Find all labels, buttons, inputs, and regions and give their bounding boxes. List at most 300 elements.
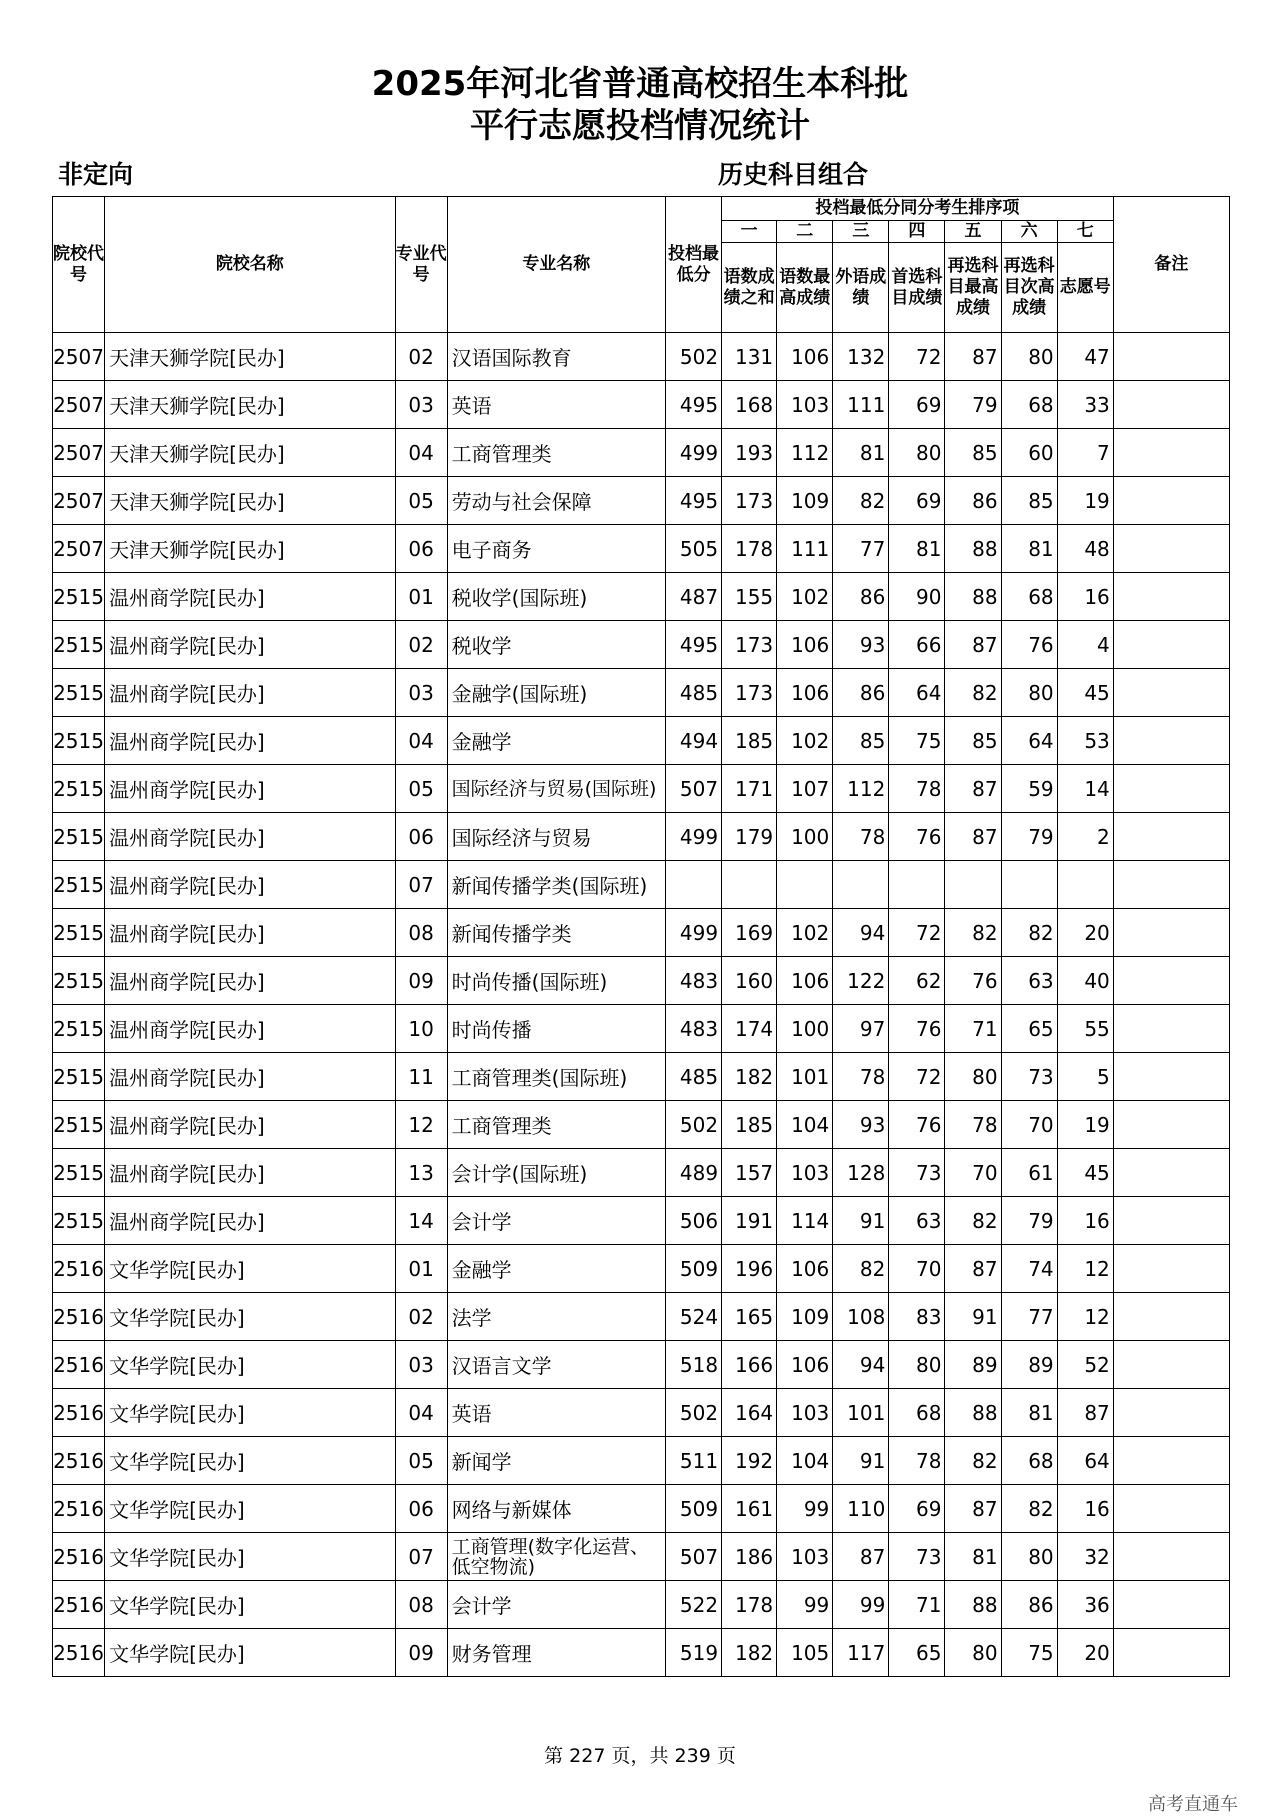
cell-tiebreak-4: 69 xyxy=(889,381,945,429)
cell-major-name: 税收学 xyxy=(447,621,665,669)
cell-major-name: 汉语国际教育 xyxy=(447,333,665,381)
cell-school-name: 文华学院[民办] xyxy=(105,1533,395,1581)
cell-tiebreak-6: 82 xyxy=(1001,909,1057,957)
table-body xyxy=(53,333,1230,1677)
cell-remark xyxy=(1113,1533,1229,1581)
cell-tiebreak-4: 70 xyxy=(889,1245,945,1293)
cell-tiebreak-5: 82 xyxy=(945,1437,1001,1485)
cell-school-name: 文华学院[民办] xyxy=(105,1437,395,1485)
cell-school-code: 2507 xyxy=(53,429,105,477)
cell-major-name: 英语 xyxy=(447,1389,665,1437)
cell-major-code: 02 xyxy=(395,333,447,381)
cell-major-code: 03 xyxy=(395,381,447,429)
table-row xyxy=(53,1437,1230,1485)
cell-tiebreak-5: 80 xyxy=(945,1629,1001,1677)
cell-school-code: 2515 xyxy=(53,669,105,717)
cell-tiebreak-5: 82 xyxy=(945,669,1001,717)
cell-tiebreak-3: 91 xyxy=(833,1437,889,1485)
cell-min-score: 505 xyxy=(666,525,722,573)
cell-school-name: 天津天狮学院[民办] xyxy=(105,333,395,381)
cell-school-code: 2507 xyxy=(53,477,105,525)
cell-tiebreak-3: 81 xyxy=(833,429,889,477)
cell-tiebreak-5: 88 xyxy=(945,1389,1001,1437)
cell-tiebreak-7: 4 xyxy=(1057,621,1113,669)
cell-tiebreak-6: 79 xyxy=(1001,813,1057,861)
cell-school-name: 文华学院[民办] xyxy=(105,1341,395,1389)
cell-tiebreak-7: 5 xyxy=(1057,1053,1113,1101)
cell-tiebreak-1: 185 xyxy=(722,717,777,765)
cell-min-score: 483 xyxy=(666,1005,722,1053)
cell-tiebreak-1: 161 xyxy=(722,1485,777,1533)
table-row xyxy=(53,669,1230,717)
cell-major-name: 会计学(国际班) xyxy=(447,1149,665,1197)
cell-tiebreak-4: 78 xyxy=(889,765,945,813)
cell-school-code: 2515 xyxy=(53,573,105,621)
cell-tiebreak-2: 109 xyxy=(777,477,833,525)
cell-school-code: 2516 xyxy=(53,1629,105,1677)
cell-remark xyxy=(1113,1197,1229,1245)
table-row xyxy=(53,381,1230,429)
header-order-3: 三 xyxy=(833,221,889,243)
cell-tiebreak-6: 76 xyxy=(1001,621,1057,669)
cell-remark xyxy=(1113,1629,1229,1677)
cell-major-code: 03 xyxy=(395,669,447,717)
cell-tiebreak-2: 99 xyxy=(777,1485,833,1533)
header-tiebreak-3: 外语成绩 xyxy=(833,243,889,333)
cell-tiebreak-3: 82 xyxy=(833,1245,889,1293)
cell-tiebreak-5: 85 xyxy=(945,717,1001,765)
cell-major-code: 05 xyxy=(395,1437,447,1485)
cell-school-code: 2516 xyxy=(53,1293,105,1341)
cell-school-name: 天津天狮学院[民办] xyxy=(105,381,395,429)
cell-tiebreak-4: 72 xyxy=(889,1053,945,1101)
cell-school-code: 2516 xyxy=(53,1437,105,1485)
cell-tiebreak-1: 178 xyxy=(722,525,777,573)
cell-tiebreak-3: 132 xyxy=(833,333,889,381)
cell-school-code: 2515 xyxy=(53,717,105,765)
subject-combination-label: 历史科目组合 xyxy=(718,160,869,189)
cell-major-name: 会计学 xyxy=(447,1581,665,1629)
cell-tiebreak-3: 101 xyxy=(833,1389,889,1437)
cell-school-code: 2515 xyxy=(53,813,105,861)
cell-tiebreak-4: 80 xyxy=(889,1341,945,1389)
table-row xyxy=(53,429,1230,477)
cell-tiebreak-6: 81 xyxy=(1001,1389,1057,1437)
cell-tiebreak-5: 87 xyxy=(945,333,1001,381)
cell-tiebreak-2: 102 xyxy=(777,909,833,957)
cell-school-name: 天津天狮学院[民办] xyxy=(105,477,395,525)
cell-tiebreak-4: 73 xyxy=(889,1533,945,1581)
cell-tiebreak-4: 73 xyxy=(889,1149,945,1197)
cell-tiebreak-1: 166 xyxy=(722,1341,777,1389)
cell-tiebreak-6: 86 xyxy=(1001,1581,1057,1629)
header-tiebreak-6: 再选科目次高成绩 xyxy=(1001,243,1057,333)
cell-major-code: 10 xyxy=(395,1005,447,1053)
cell-remark xyxy=(1113,813,1229,861)
cell-min-score: 509 xyxy=(666,1245,722,1293)
cell-tiebreak-7: 64 xyxy=(1057,1437,1113,1485)
cell-tiebreak-1: 192 xyxy=(722,1437,777,1485)
document-title-line2: 平行志愿投档情况统计 xyxy=(470,106,810,146)
cell-tiebreak-7: 12 xyxy=(1057,1293,1113,1341)
document-title-line1: 2025年河北省普通高校招生本科批 xyxy=(371,64,909,104)
cell-tiebreak-5: 78 xyxy=(945,1101,1001,1149)
cell-tiebreak-1: 173 xyxy=(722,621,777,669)
cell-tiebreak-3: 93 xyxy=(833,1101,889,1149)
cell-tiebreak-5: 88 xyxy=(945,525,1001,573)
cell-major-name: 电子商务 xyxy=(447,525,665,573)
cell-min-score: 522 xyxy=(666,1581,722,1629)
cell-tiebreak-3: 93 xyxy=(833,621,889,669)
cell-min-score: 499 xyxy=(666,909,722,957)
cell-tiebreak-7: 55 xyxy=(1057,1005,1113,1053)
cell-min-score: 511 xyxy=(666,1437,722,1485)
cell-tiebreak-2: 103 xyxy=(777,1389,833,1437)
cell-tiebreak-6: 82 xyxy=(1001,1485,1057,1533)
table-row xyxy=(53,1581,1230,1629)
cell-school-code: 2515 xyxy=(53,1149,105,1197)
cell-tiebreak-5: 82 xyxy=(945,909,1001,957)
cell-school-code: 2507 xyxy=(53,333,105,381)
cell-major-code: 11 xyxy=(395,1053,447,1101)
cell-major-code: 04 xyxy=(395,717,447,765)
cell-tiebreak-6: 68 xyxy=(1001,1437,1057,1485)
cell-school-name: 温州商学院[民办] xyxy=(105,861,395,909)
cell-remark xyxy=(1113,1485,1229,1533)
cell-tiebreak-5: 91 xyxy=(945,1293,1001,1341)
cell-tiebreak-4: 78 xyxy=(889,1437,945,1485)
cell-tiebreak-4: 68 xyxy=(889,1389,945,1437)
cell-major-name: 工商管理类 xyxy=(447,1101,665,1149)
cell-tiebreak-2: 112 xyxy=(777,429,833,477)
cell-min-score: 494 xyxy=(666,717,722,765)
cell-tiebreak-1: 186 xyxy=(722,1533,777,1581)
cell-major-code: 05 xyxy=(395,477,447,525)
cell-school-code: 2516 xyxy=(53,1245,105,1293)
cell-tiebreak-6: 80 xyxy=(1001,1533,1057,1581)
cell-min-score: 506 xyxy=(666,1197,722,1245)
cell-tiebreak-3: 108 xyxy=(833,1293,889,1341)
cell-tiebreak-2: 109 xyxy=(777,1293,833,1341)
cell-remark xyxy=(1113,717,1229,765)
cell-tiebreak-5: 87 xyxy=(945,1245,1001,1293)
cell-min-score: 499 xyxy=(666,429,722,477)
table-row xyxy=(53,573,1230,621)
cell-min-score: 483 xyxy=(666,957,722,1005)
table-row xyxy=(53,333,1230,381)
plan-type-label: 非定向 xyxy=(58,160,134,189)
cell-tiebreak-3: 112 xyxy=(833,765,889,813)
cell-school-code: 2516 xyxy=(53,1389,105,1437)
cell-major-name: 英语 xyxy=(447,381,665,429)
cell-tiebreak-2: 103 xyxy=(777,1533,833,1581)
cell-tiebreak-3: 77 xyxy=(833,525,889,573)
cell-tiebreak-6: 60 xyxy=(1001,429,1057,477)
table-row xyxy=(53,1101,1230,1149)
cell-remark xyxy=(1113,429,1229,477)
header-tiebreak-2: 语数最高成绩 xyxy=(777,243,833,333)
cell-school-name: 文华学院[民办] xyxy=(105,1293,395,1341)
cell-remark xyxy=(1113,765,1229,813)
cell-major-name: 工商管理(数字化运营、低空物流) xyxy=(447,1533,665,1581)
cell-major-name: 金融学 xyxy=(447,717,665,765)
cell-tiebreak-7: 20 xyxy=(1057,909,1113,957)
cell-remark xyxy=(1113,525,1229,573)
cell-tiebreak-5: 87 xyxy=(945,621,1001,669)
cell-min-score: 499 xyxy=(666,813,722,861)
cell-major-code: 03 xyxy=(395,1341,447,1389)
table-row xyxy=(53,765,1230,813)
header-order-6: 六 xyxy=(1001,221,1057,243)
cell-tiebreak-6: 70 xyxy=(1001,1101,1057,1149)
cell-tiebreak-4: 83 xyxy=(889,1293,945,1341)
table-row xyxy=(53,1005,1230,1053)
cell-min-score: 507 xyxy=(666,1533,722,1581)
cell-tiebreak-1: 173 xyxy=(722,477,777,525)
cell-tiebreak-4: 65 xyxy=(889,1629,945,1677)
cell-tiebreak-4: 81 xyxy=(889,525,945,573)
table-row xyxy=(53,1341,1230,1389)
cell-tiebreak-3: 99 xyxy=(833,1581,889,1629)
cell-tiebreak-1: 191 xyxy=(722,1197,777,1245)
cell-tiebreak-5: 79 xyxy=(945,381,1001,429)
cell-tiebreak-6: 81 xyxy=(1001,525,1057,573)
table-row xyxy=(53,1629,1230,1677)
table-row xyxy=(53,1293,1230,1341)
cell-remark xyxy=(1113,1101,1229,1149)
cell-school-name: 温州商学院[民办] xyxy=(105,573,395,621)
cell-remark xyxy=(1113,1005,1229,1053)
cell-tiebreak-5: 81 xyxy=(945,1533,1001,1581)
cell-tiebreak-1: 178 xyxy=(722,1581,777,1629)
header-tiebreak-group: 投档最低分同分考生排序项 xyxy=(722,197,1114,221)
cell-min-score: 519 xyxy=(666,1629,722,1677)
cell-major-name: 工商管理类 xyxy=(447,429,665,477)
cell-major-code: 01 xyxy=(395,1245,447,1293)
cell-major-name: 新闻传播学类(国际班) xyxy=(447,861,665,909)
header-order-1: 一 xyxy=(722,221,777,243)
cell-tiebreak-1: 182 xyxy=(722,1053,777,1101)
cell-remark xyxy=(1113,381,1229,429)
cell-remark xyxy=(1113,333,1229,381)
cell-major-name: 工商管理类(国际班) xyxy=(447,1053,665,1101)
cell-tiebreak-2: 106 xyxy=(777,621,833,669)
table-row xyxy=(53,909,1230,957)
cell-tiebreak-5: 70 xyxy=(945,1149,1001,1197)
cell-tiebreak-2: 106 xyxy=(777,1245,833,1293)
cell-min-score: 485 xyxy=(666,669,722,717)
cell-tiebreak-3: 94 xyxy=(833,1341,889,1389)
cell-tiebreak-7: 36 xyxy=(1057,1581,1113,1629)
cell-tiebreak-6 xyxy=(1001,861,1057,909)
table-row xyxy=(53,957,1230,1005)
cell-min-score: 507 xyxy=(666,765,722,813)
cell-tiebreak-6: 80 xyxy=(1001,333,1057,381)
cell-min-score: 524 xyxy=(666,1293,722,1341)
cell-tiebreak-1: 164 xyxy=(722,1389,777,1437)
header-tiebreak-1: 语数成绩之和 xyxy=(722,243,777,333)
cell-tiebreak-5: 87 xyxy=(945,765,1001,813)
cell-tiebreak-5: 87 xyxy=(945,813,1001,861)
cell-tiebreak-4 xyxy=(889,861,945,909)
table-row xyxy=(53,1533,1230,1581)
cell-tiebreak-6: 75 xyxy=(1001,1629,1057,1677)
cell-tiebreak-5: 82 xyxy=(945,1197,1001,1245)
cell-min-score: 489 xyxy=(666,1149,722,1197)
cell-tiebreak-1: 171 xyxy=(722,765,777,813)
cell-tiebreak-1: 160 xyxy=(722,957,777,1005)
cell-tiebreak-7: 7 xyxy=(1057,429,1113,477)
cell-tiebreak-1: 179 xyxy=(722,813,777,861)
cell-tiebreak-1: 174 xyxy=(722,1005,777,1053)
cell-school-code: 2515 xyxy=(53,1005,105,1053)
cell-major-code: 02 xyxy=(395,621,447,669)
cell-tiebreak-4: 62 xyxy=(889,957,945,1005)
cell-min-score: 495 xyxy=(666,621,722,669)
cell-major-code: 07 xyxy=(395,1533,447,1581)
cell-major-code: 08 xyxy=(395,1581,447,1629)
cell-major-name: 会计学 xyxy=(447,1197,665,1245)
cell-tiebreak-2: 104 xyxy=(777,1101,833,1149)
cell-tiebreak-7: 53 xyxy=(1057,717,1113,765)
table-row xyxy=(53,477,1230,525)
cell-school-name: 温州商学院[民办] xyxy=(105,1101,395,1149)
cell-tiebreak-2: 107 xyxy=(777,765,833,813)
cell-school-name: 温州商学院[民办] xyxy=(105,813,395,861)
cell-school-code: 2515 xyxy=(53,909,105,957)
cell-tiebreak-7: 16 xyxy=(1057,1485,1113,1533)
cell-tiebreak-1 xyxy=(722,861,777,909)
cell-school-name: 温州商学院[民办] xyxy=(105,909,395,957)
cell-school-name: 温州商学院[民办] xyxy=(105,765,395,813)
cell-tiebreak-2: 104 xyxy=(777,1437,833,1485)
cell-tiebreak-7 xyxy=(1057,861,1113,909)
cell-tiebreak-5: 87 xyxy=(945,1485,1001,1533)
cell-major-name: 新闻学 xyxy=(447,1437,665,1485)
cell-tiebreak-7: 33 xyxy=(1057,381,1113,429)
cell-remark xyxy=(1113,909,1229,957)
cell-tiebreak-6: 61 xyxy=(1001,1149,1057,1197)
header-major-name: 专业名称 xyxy=(447,197,665,333)
cell-tiebreak-2: 100 xyxy=(777,813,833,861)
cell-school-name: 温州商学院[民办] xyxy=(105,1149,395,1197)
table-row xyxy=(53,525,1230,573)
cell-tiebreak-2: 102 xyxy=(777,717,833,765)
cell-tiebreak-1: 157 xyxy=(722,1149,777,1197)
cell-major-code: 07 xyxy=(395,861,447,909)
cell-school-name: 天津天狮学院[民办] xyxy=(105,525,395,573)
cell-tiebreak-4: 69 xyxy=(889,477,945,525)
header-tiebreak-7: 志愿号 xyxy=(1057,243,1113,333)
cell-tiebreak-3: 78 xyxy=(833,1053,889,1101)
cell-school-name: 温州商学院[民办] xyxy=(105,669,395,717)
cell-major-name: 金融学 xyxy=(447,1245,665,1293)
cell-tiebreak-6: 74 xyxy=(1001,1245,1057,1293)
cell-tiebreak-2: 106 xyxy=(777,1341,833,1389)
cell-tiebreak-7: 14 xyxy=(1057,765,1113,813)
cell-tiebreak-7: 16 xyxy=(1057,1197,1113,1245)
cell-major-name: 税收学(国际班) xyxy=(447,573,665,621)
cell-tiebreak-3: 78 xyxy=(833,813,889,861)
cell-min-score: 502 xyxy=(666,333,722,381)
table-row xyxy=(53,1485,1230,1533)
table-row xyxy=(53,813,1230,861)
cell-tiebreak-2: 114 xyxy=(777,1197,833,1245)
cell-remark xyxy=(1113,957,1229,1005)
cell-tiebreak-6: 68 xyxy=(1001,381,1057,429)
header-order-5: 五 xyxy=(945,221,1001,243)
header-min-score: 投档最低分 xyxy=(666,197,722,333)
cell-tiebreak-3: 97 xyxy=(833,1005,889,1053)
table-row xyxy=(53,1389,1230,1437)
cell-tiebreak-7: 32 xyxy=(1057,1533,1113,1581)
cell-tiebreak-6: 77 xyxy=(1001,1293,1057,1341)
cell-tiebreak-4: 76 xyxy=(889,813,945,861)
cell-tiebreak-2: 102 xyxy=(777,573,833,621)
table-row xyxy=(53,1197,1230,1245)
cell-min-score: 495 xyxy=(666,477,722,525)
cell-tiebreak-5: 88 xyxy=(945,1581,1001,1629)
cell-school-name: 文华学院[民办] xyxy=(105,1389,395,1437)
cell-tiebreak-4: 69 xyxy=(889,1485,945,1533)
cell-school-code: 2515 xyxy=(53,1101,105,1149)
cell-tiebreak-3: 110 xyxy=(833,1485,889,1533)
cell-tiebreak-4: 72 xyxy=(889,333,945,381)
cell-school-name: 温州商学院[民办] xyxy=(105,621,395,669)
cell-tiebreak-4: 64 xyxy=(889,669,945,717)
cell-major-code: 01 xyxy=(395,573,447,621)
cell-tiebreak-2 xyxy=(777,861,833,909)
cell-remark xyxy=(1113,1293,1229,1341)
cell-school-code: 2516 xyxy=(53,1485,105,1533)
cell-remark xyxy=(1113,573,1229,621)
watermark: 高考直通车 xyxy=(1148,1794,1238,1815)
cell-tiebreak-6: 59 xyxy=(1001,765,1057,813)
cell-min-score: 502 xyxy=(666,1389,722,1437)
cell-tiebreak-7: 87 xyxy=(1057,1389,1113,1437)
cell-tiebreak-1: 168 xyxy=(722,381,777,429)
cell-major-name: 法学 xyxy=(447,1293,665,1341)
cell-tiebreak-5: 88 xyxy=(945,573,1001,621)
cell-tiebreak-6: 79 xyxy=(1001,1197,1057,1245)
header-order-4: 四 xyxy=(889,221,945,243)
cell-tiebreak-7: 47 xyxy=(1057,333,1113,381)
cell-tiebreak-3: 128 xyxy=(833,1149,889,1197)
cell-tiebreak-2: 103 xyxy=(777,1149,833,1197)
table-row xyxy=(53,861,1230,909)
cell-tiebreak-1: 185 xyxy=(722,1101,777,1149)
cell-tiebreak-3: 91 xyxy=(833,1197,889,1245)
cell-tiebreak-1: 193 xyxy=(722,429,777,477)
cell-min-score: 518 xyxy=(666,1341,722,1389)
cell-tiebreak-6: 65 xyxy=(1001,1005,1057,1053)
cell-remark xyxy=(1113,621,1229,669)
header-tiebreak-4: 首选科目成绩 xyxy=(889,243,945,333)
cell-major-name: 国际经济与贸易(国际班) xyxy=(447,765,665,813)
cell-major-code: 14 xyxy=(395,1197,447,1245)
cell-major-code: 04 xyxy=(395,1389,447,1437)
cell-major-name: 财务管理 xyxy=(447,1629,665,1677)
cell-tiebreak-3: 86 xyxy=(833,573,889,621)
cell-school-name: 温州商学院[民办] xyxy=(105,717,395,765)
header-major-code: 专业代号 xyxy=(395,197,447,333)
cell-tiebreak-3: 94 xyxy=(833,909,889,957)
cell-tiebreak-6: 68 xyxy=(1001,573,1057,621)
cell-min-score: 487 xyxy=(666,573,722,621)
cell-remark xyxy=(1113,1341,1229,1389)
cell-tiebreak-1: 196 xyxy=(722,1245,777,1293)
cell-major-code: 09 xyxy=(395,1629,447,1677)
